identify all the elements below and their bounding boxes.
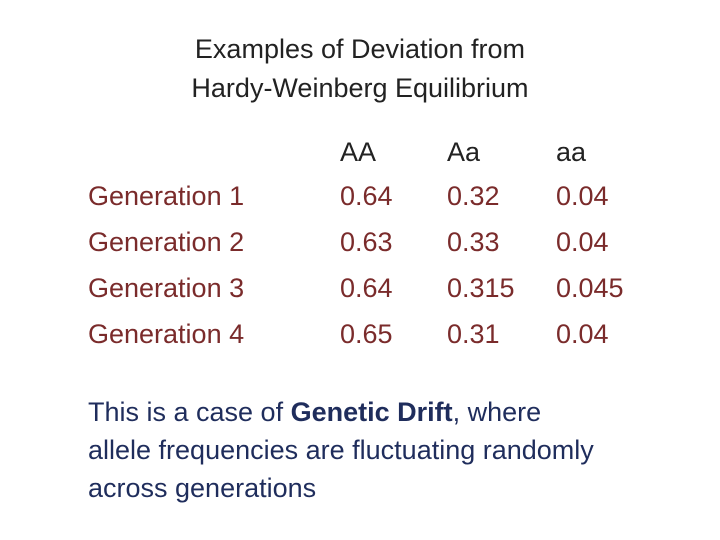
cell-gen4-AA: 0.65 [340,319,393,349]
cell-gen1-Aa: 0.32 [447,181,500,211]
cell-gen1-aa: 0.04 [556,181,609,211]
note-prefix: This is a case of [88,397,291,427]
cell-gen4-aa: 0.04 [556,319,609,349]
header-AA: AA [340,137,377,167]
cell-gen3-aa: 0.045 [556,273,624,303]
cell-gen2-aa: 0.04 [556,227,609,257]
row-label-generation-2: Generation 2 [88,227,245,257]
cell-gen1-AA: 0.64 [340,181,393,211]
note-suffix: , where allele frequencies are fluctuating randomly across generations [88,397,594,503]
cell-gen2-AA: 0.63 [340,227,393,257]
cell-gen3-Aa: 0.315 [447,273,515,303]
title-line-1: Examples of Deviation from [194,34,526,64]
row-label-generation-3: Generation 3 [88,273,245,303]
note-emphasis: Genetic Drift [290,397,453,427]
cell-gen2-Aa: 0.33 [447,227,500,257]
cell-gen3-AA: 0.64 [340,273,393,303]
header-aa: aa [556,137,587,167]
title-line-2: Hardy-Weinberg Equilibrium [191,73,529,103]
cell-gen4-Aa: 0.31 [447,319,500,349]
header-Aa: Aa [447,137,481,167]
row-label-generation-4: Generation 4 [88,319,245,349]
genetic-drift-note [88,393,608,507]
slide-title [0,30,720,108]
row-label-generation-1: Generation 1 [88,181,245,211]
